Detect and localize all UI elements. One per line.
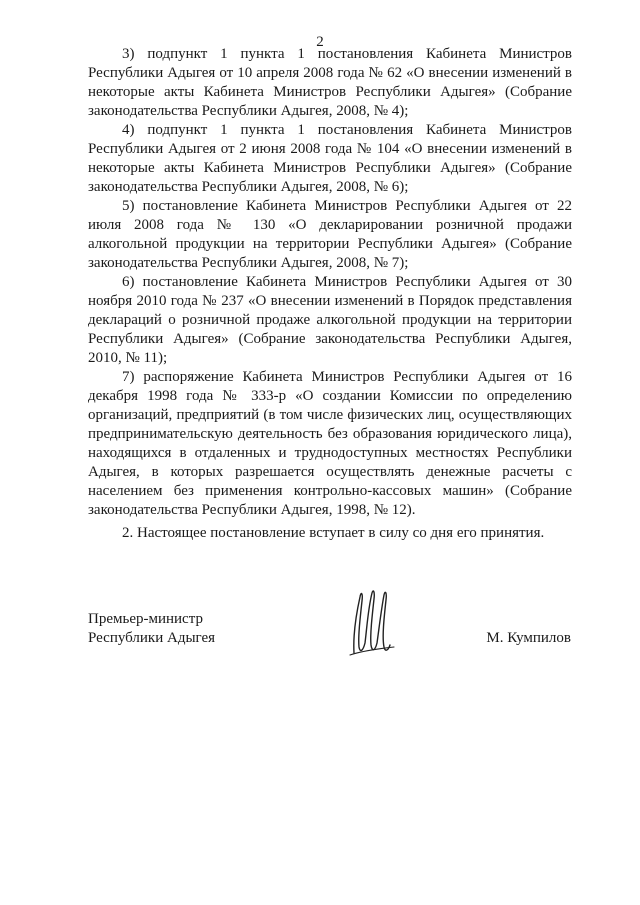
handwritten-signature — [348, 585, 396, 659]
repealed-acts-list — [88, 45, 572, 520]
list-item-3: 3) подпункт 1 пункта 1 постановления Кабинета Министров Республики Адыгея от 10 апреля 2008 года № 62 «О внесении изменений в некоторые акты Кабинета Министров Республики Адыгея» (Собрание законодательства Республики Адыгея, 2008, № 4); — [88, 46, 572, 119]
clause-2-entry-into-force: 2. Настоящее постановление вступает в силу со дня его принятия. — [122, 525, 545, 541]
list-item-7: 7) распоряжение Кабинета Министров Республики Адыгея от 16 декабря 1998 года № 333-р «О создании Комиссии по определению организаций, предприятий (в том числе физических лиц, осуществляющих предпринимательскую деятельность без образования юридического лица), находящихся в отдаленных и труднодоступных местностях Республики Адыгея, в которых разрешается осуществлять денежные расчеты с населением без применения контрольно-кассовых машин» (Собрание законодательства Республики Адыгея, 1998, № 12). — [88, 369, 572, 518]
signatory-position-line1: Премьер-министр — [88, 611, 203, 627]
signatory-name: М. Кумпилов — [486, 630, 571, 646]
signatory-position-line2: Республики Адыгея — [88, 630, 216, 646]
list-item-6: 6) постановление Кабинета Министров Республики Адыгея от 30 ноября 2010 года № 237 «О внесении изменений в Порядок представления деклараций о розничной продаже алкогольной продукции на территории Республики Адыгея» (Собрание законодательства Республики Адыгея, 2010, № 11); — [88, 274, 572, 366]
list-item-5: 5) постановление Кабинета Министров Республики Адыгея от 22 июля 2008 года № 130 «О декларировании розничной продажи алкогольной продукции на территории Республики Адыгея» (Собрание законодательства Республики Адыгея, 2008, № 7); — [88, 198, 572, 271]
list-item-4: 4) подпункт 1 пункта 1 постановления Кабинета Министров Республики Адыгея от 2 июня 2008 года № 104 «О внесении изменений в некоторые акты Кабинета Министров Республики Адыгея» (Собрание законодательства Республики Адыгея, 2008, № 6); — [88, 122, 572, 195]
signatory-position — [88, 610, 308, 648]
page-number: 2 — [316, 34, 324, 50]
